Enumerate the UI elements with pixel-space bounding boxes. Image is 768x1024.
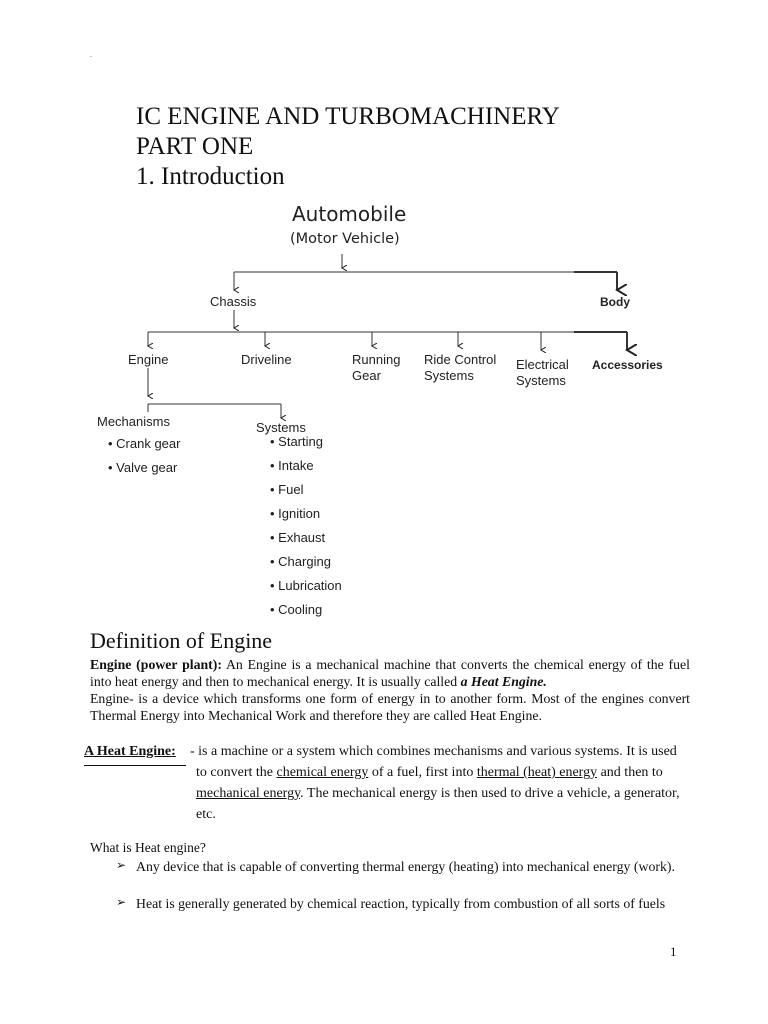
node-chassis: Chassis <box>210 294 257 309</box>
question-list-item: Any device that is capable of converting thermal energy (heating) into mechanical energy (work). <box>136 859 675 874</box>
underlined-term: mechanical energy <box>196 786 301 801</box>
node-electrical-line2: Systems <box>516 373 566 388</box>
question-list-item: Heat is generally generated by chemical reaction, typically from combustion of all sorts of fuels <box>136 896 666 911</box>
heat-engine-rule <box>84 765 186 766</box>
mechanism-item: • Crank gear <box>108 436 181 451</box>
part-heading: PART ONE <box>136 133 254 160</box>
heat-engine-label: A Heat Engine: <box>84 744 176 759</box>
node-body: Body <box>600 295 630 309</box>
arrow-bullet-icon: ➢ <box>116 858 127 872</box>
heat-engine-line-3: mechanical energy. The mechanical energy is then used to drive a vehicle, a generator, <box>196 786 680 801</box>
question-heading: What is Heat engine? <box>90 840 206 855</box>
node-ride-control-line1: Ride Control <box>424 352 497 367</box>
node-mechanisms: Mechanisms <box>97 414 170 429</box>
section-heading: 1. Introduction <box>136 163 285 190</box>
underlined-term: chemical energy <box>276 765 369 780</box>
definition-text: An Engine is a mechanical machine that converts the chemical energy of the fuel into heat energy and then to mechanical energy. It is usually called <box>90 657 690 689</box>
heat-engine-line-1: - is a machine or a system which combines mechanisms and various systems. It is used <box>190 744 677 759</box>
arrow-bullet-icon: ➢ <box>116 895 127 909</box>
definition-paragraph-1 <box>90 656 690 690</box>
document-title: IC ENGINE AND TURBOMACHINERY <box>136 103 560 130</box>
term-heat-engine: a Heat Engine. <box>460 674 547 689</box>
system-item: • Lubrication <box>270 578 342 593</box>
node-running-gear-line1: Running <box>352 352 401 367</box>
system-item: • Cooling <box>270 602 323 617</box>
node-driveline: Driveline <box>241 352 292 367</box>
mechanism-item: • Valve gear <box>108 460 178 475</box>
node-ride-control-line2: Systems <box>424 368 474 383</box>
node-running-gear-line2: Gear <box>352 368 381 383</box>
heat-engine-line-2: to convert the chemical energy of a fuel, first into thermal (heat) energy and then to <box>196 765 663 780</box>
diagram-title: Automobile <box>292 202 407 226</box>
page-number: 1 <box>670 944 677 959</box>
diagram-subtitle: (Motor Vehicle) <box>290 231 400 247</box>
system-item: • Starting <box>270 434 323 449</box>
underlined-term: thermal (heat) energy <box>476 765 598 780</box>
term-engine: Engine (power plant): <box>90 657 222 672</box>
node-systems: Systems <box>256 420 306 435</box>
node-electrical-line1: Electrical <box>516 357 569 372</box>
node-accessories: Accessories <box>592 358 663 372</box>
definition-paragraph-2: Engine- is a device which transforms one form of energy in to another form. Most of the engines convert Thermal Energy into Mechanical Work and therefore they are called Heat Engine. <box>90 691 690 723</box>
system-item: • Intake <box>270 458 314 473</box>
node-engine: Engine <box>128 352 169 367</box>
system-item: • Exhaust <box>270 530 326 545</box>
system-item: • Charging <box>270 554 331 569</box>
definition-heading: Definition of Engine <box>90 628 273 653</box>
stray-dot: . <box>90 50 92 59</box>
heat-engine-line-4: etc. <box>196 807 216 822</box>
system-item: • Fuel <box>270 482 304 497</box>
system-item: • Ignition <box>270 506 321 521</box>
